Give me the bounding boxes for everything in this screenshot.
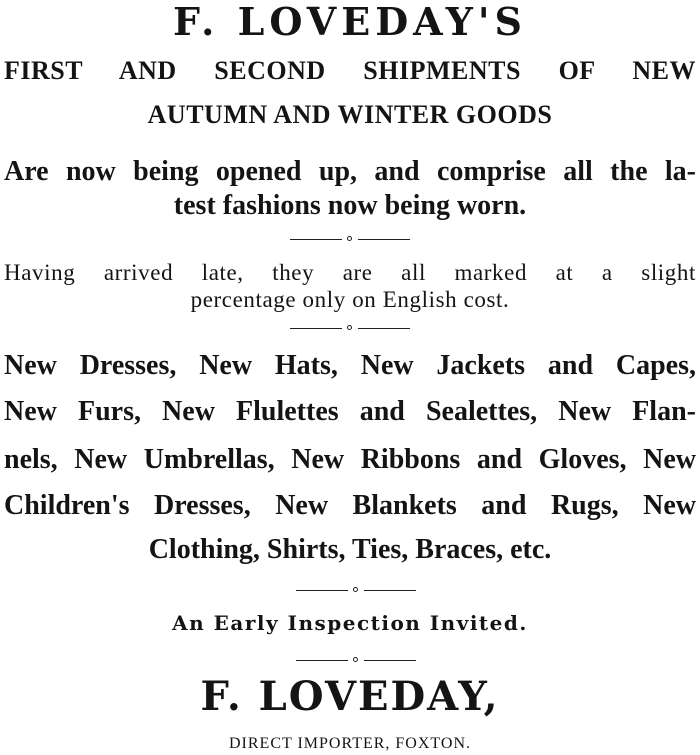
advertisement-headline: F. LOVEDAY'S [173, 0, 527, 44]
divider-rule [290, 234, 410, 244]
intro-line-2: test fashions now being worn. [173, 190, 527, 221]
goods-line-4: Children's Dresses, New Blankets and Rugs, New [4, 490, 696, 521]
goods-line-3: nels, New Umbrellas, New Ribbons and Gloves, New [4, 444, 696, 475]
divider-rule [296, 585, 416, 595]
divider-rule [290, 323, 410, 333]
goods-line-2: New Furs, New Flulettes and Sealettes, New Flan- [4, 396, 696, 427]
subheading-line-2: AUTUMN AND WINTER GOODS [147, 100, 553, 129]
signature-name: F. LOVEDAY, [200, 673, 500, 720]
goods-line-5: Clothing, Shirts, Ties, Braces, etc. [148, 534, 552, 565]
subheading-line-1: FIRST AND SECOND SHIPMENTS OF NEW [4, 56, 696, 85]
intro-line-1: Are now being opened up, and comprise all the la- [4, 156, 696, 187]
importer-footer: DIRECT IMPORTER, FOXTON. [228, 735, 472, 752]
goods-line-1: New Dresses, New Hats, New Jackets and Capes, [4, 350, 696, 381]
inspection-invitation: An Early Inspection Invited. [172, 611, 528, 635]
pricing-line-2: percentage only on English cost. [190, 287, 510, 312]
pricing-line-1: Having arrived late, they are all marked at a slight [4, 260, 696, 285]
divider-rule [296, 655, 416, 665]
